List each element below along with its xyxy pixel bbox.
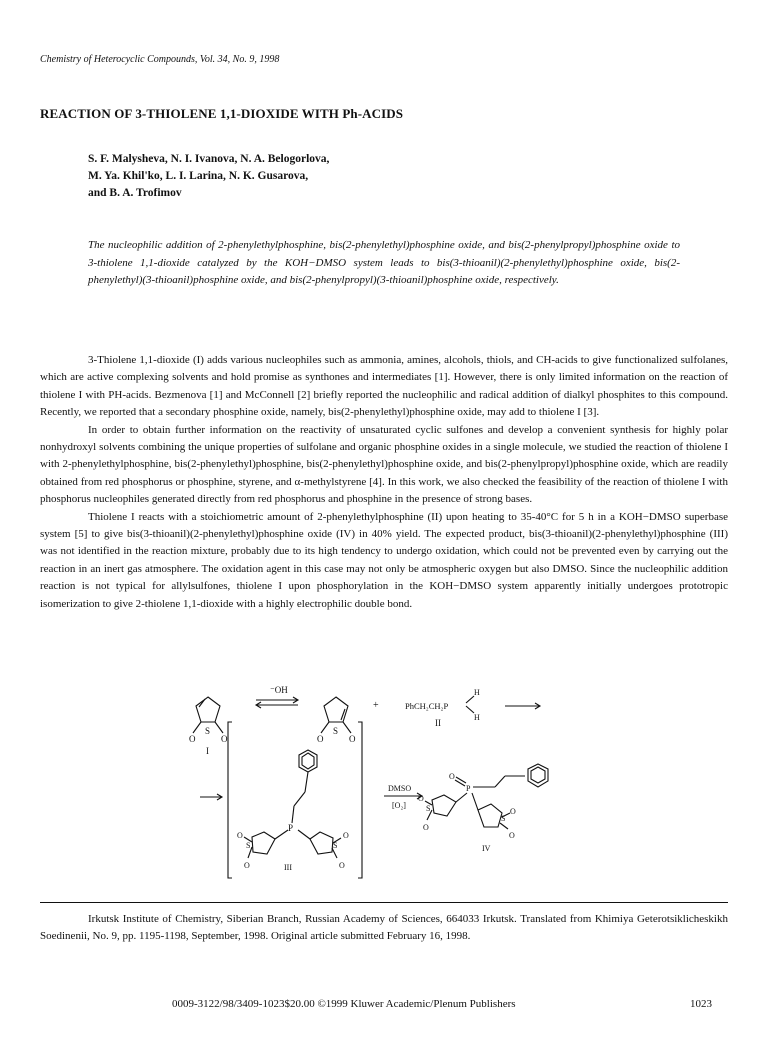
author-line: M. Ya. Khil'ko, L. I. Larina, N. K. Gusarova, <box>88 170 309 182</box>
sulfur-label: S <box>333 726 339 736</box>
article-title: REACTION OF 3-THIOLENE 1,1-DIOXIDE WITH Ph-ACIDS <box>40 106 404 121</box>
oxygen-label: O <box>418 794 424 803</box>
bracket-right <box>358 722 362 878</box>
compound-i-structure <box>189 697 228 756</box>
oxygen-label: O <box>449 772 455 781</box>
author-list <box>88 151 329 202</box>
compound-label-ii: II <box>435 718 441 728</box>
bracket-left <box>228 722 232 878</box>
abstract: The nucleophilic addition of 2-phenylethylphosphine, bis(2-phenylethyl)phosphine oxide, and bis(2-phenylpropyl)phosphine oxide to 3-thiolene 1,1-dioxide catalyzed by the KOH−DMSO system leads to bis(3-thioanil)(2-phenylethyl)phosphine oxide, bis(2-phenylethyl)(3-thioanil)phosphine oxide, and bis(2-phenylpropyl)(3-thioanil)phosphine oxide, respectively. <box>88 239 680 287</box>
affiliation-footnote: Irkutsk Institute of Chemistry, Siberian Branch, Russian Academy of Sciences, 664033 Irkutsk. Translated from Khimiya Geterotsiklicheskikh Soedinenii, No. 9, pp. 1195-1198, September, 1998. Original article submitted February 16, 1998. <box>40 913 728 943</box>
footnote-divider <box>40 902 728 903</box>
reaction-arrow <box>200 794 222 800</box>
sulfur-label: S <box>426 804 431 813</box>
oxygen-label: O <box>237 831 243 840</box>
oxygen-label: O <box>317 734 324 744</box>
compound-label-iii: III <box>284 863 292 872</box>
author-line: and B. A. Trofimov <box>88 187 182 199</box>
compound-iii-structure <box>237 750 349 872</box>
sulfur-label: S <box>501 814 506 823</box>
paragraph: In order to obtain further information on the reactivity of unsaturated cyclic sulfones and develop a convenient synthesis for highly polar nonhydroxyl solvents combining the unique properties of sulfolane and organic phosphine oxides in a single molecule, we studied the reaction of thiolene I with 2-phenylethylphosphine, bis(2-phenylethyl)phosphine, bis(2-phenylethyl)phosphine oxide, and bis(2-phenylpropyl)phosphine oxide, which are readily obtained from red phosphorus or phosphine, styrene, and α-methylstyrene [4]. In this work, we also checked the feasibility of the reaction of thiolene I with phosphorus nucleophiles generated directly from red phosphorus and phosphine in the presence of strong bases. <box>40 423 728 506</box>
oxygen-label: O <box>343 831 349 840</box>
oxidation-arrow <box>384 784 422 810</box>
oxygen-label: O <box>423 823 429 832</box>
plus-sign: + <box>373 700 379 711</box>
author-line: S. F. Malysheva, N. I. Ivanova, N. A. Belogorlova, <box>88 153 330 165</box>
sulfur-label: S <box>246 841 251 850</box>
body-text <box>40 352 728 613</box>
sulfur-label: S <box>333 841 338 850</box>
paragraph: 3-Thiolene 1,1-dioxide (I) adds various nucleophiles such as ammonia, amines, alcohols, thiols, and CH-acids to give functionalized sulfolanes, which are active complexing solvents and hold promise as synthones and intermediates [1]. However, there is only limited information on the reaction of thiolene I with PH-acids. Bezmenova [1] and McConnell [2] briefly reported the nucleophilic and radical addition of dialkyl phosphites to this compound. Recently, we reported that a secondary phosphine oxide, namely, bis(2-phenylethyl)phosphine oxide, may add to thiolene I [3]. <box>40 354 728 419</box>
sulfur-label: S <box>205 726 211 736</box>
compound-ii-structure <box>405 688 480 728</box>
oxygen-reagent-label: [O₂] <box>392 801 406 810</box>
phosphorus-label: P <box>466 784 471 793</box>
phosphine-formula: PhCH₂CH₂P <box>405 701 449 711</box>
reaction-arrow <box>505 703 540 709</box>
oxygen-label: O <box>244 861 250 870</box>
journal-citation: Chemistry of Heterocyclic Compounds, Vol. 34, No. 9, 1998 <box>40 54 280 65</box>
dmso-label: DMSO <box>388 784 412 793</box>
compound-label-i: I <box>206 746 209 756</box>
compound-label-iv: IV <box>482 844 491 853</box>
oxygen-label: O <box>349 734 356 744</box>
paragraph: Thiolene I reacts with a stoichiometric amount of 2-phenylethylphosphine (II) upon heating to 35-40°C for 5 h in a KOH−DMSO superbase system [5] to give bis(3-thioanil)(2-phenylethyl)phosphine oxide (IV) in 40% yield. The expected product, bis(3-thioanil)(2-phenylethyl)phosphine (III) was not identified in the reaction mixture, probably due to its high tendency to undergo oxidation, which could not be prevented even by carrying out the reaction in an inert gas atmosphere. The oxidation agent in this case may not only be atmospheric oxygen but also DMSO. Since the nucleophilic addition reaction is not typical for allylsulfones, thiolene I upon phosphorylation in the KOH−DMSO system apparently initially undergoes prototropic isomerization to give 2-thiolene 1,1-dioxide with a highly electrophilic double bond. <box>40 510 728 610</box>
copyright-line: 0009-3122/98/3409-1023$20.00 ©1999 Kluwer Academic/Plenum Publishers <box>172 998 516 1010</box>
oxygen-label: O <box>339 861 345 870</box>
isomer-structure <box>317 697 356 744</box>
hydrogen-label: H <box>474 688 480 697</box>
compound-iv-structure <box>418 764 548 853</box>
phosphorus-label: P <box>288 823 294 833</box>
hydroxide-label: ⁻OH <box>270 685 288 695</box>
reaction-scheme <box>160 680 610 895</box>
hydrogen-label: H <box>474 713 480 722</box>
oxygen-label: O <box>189 734 196 744</box>
oxygen-label: O <box>221 734 228 744</box>
page-number: 1023 <box>690 998 712 1010</box>
oxygen-label: O <box>510 807 516 816</box>
oxygen-label: O <box>509 831 515 840</box>
equilibrium-arrow <box>256 685 298 708</box>
